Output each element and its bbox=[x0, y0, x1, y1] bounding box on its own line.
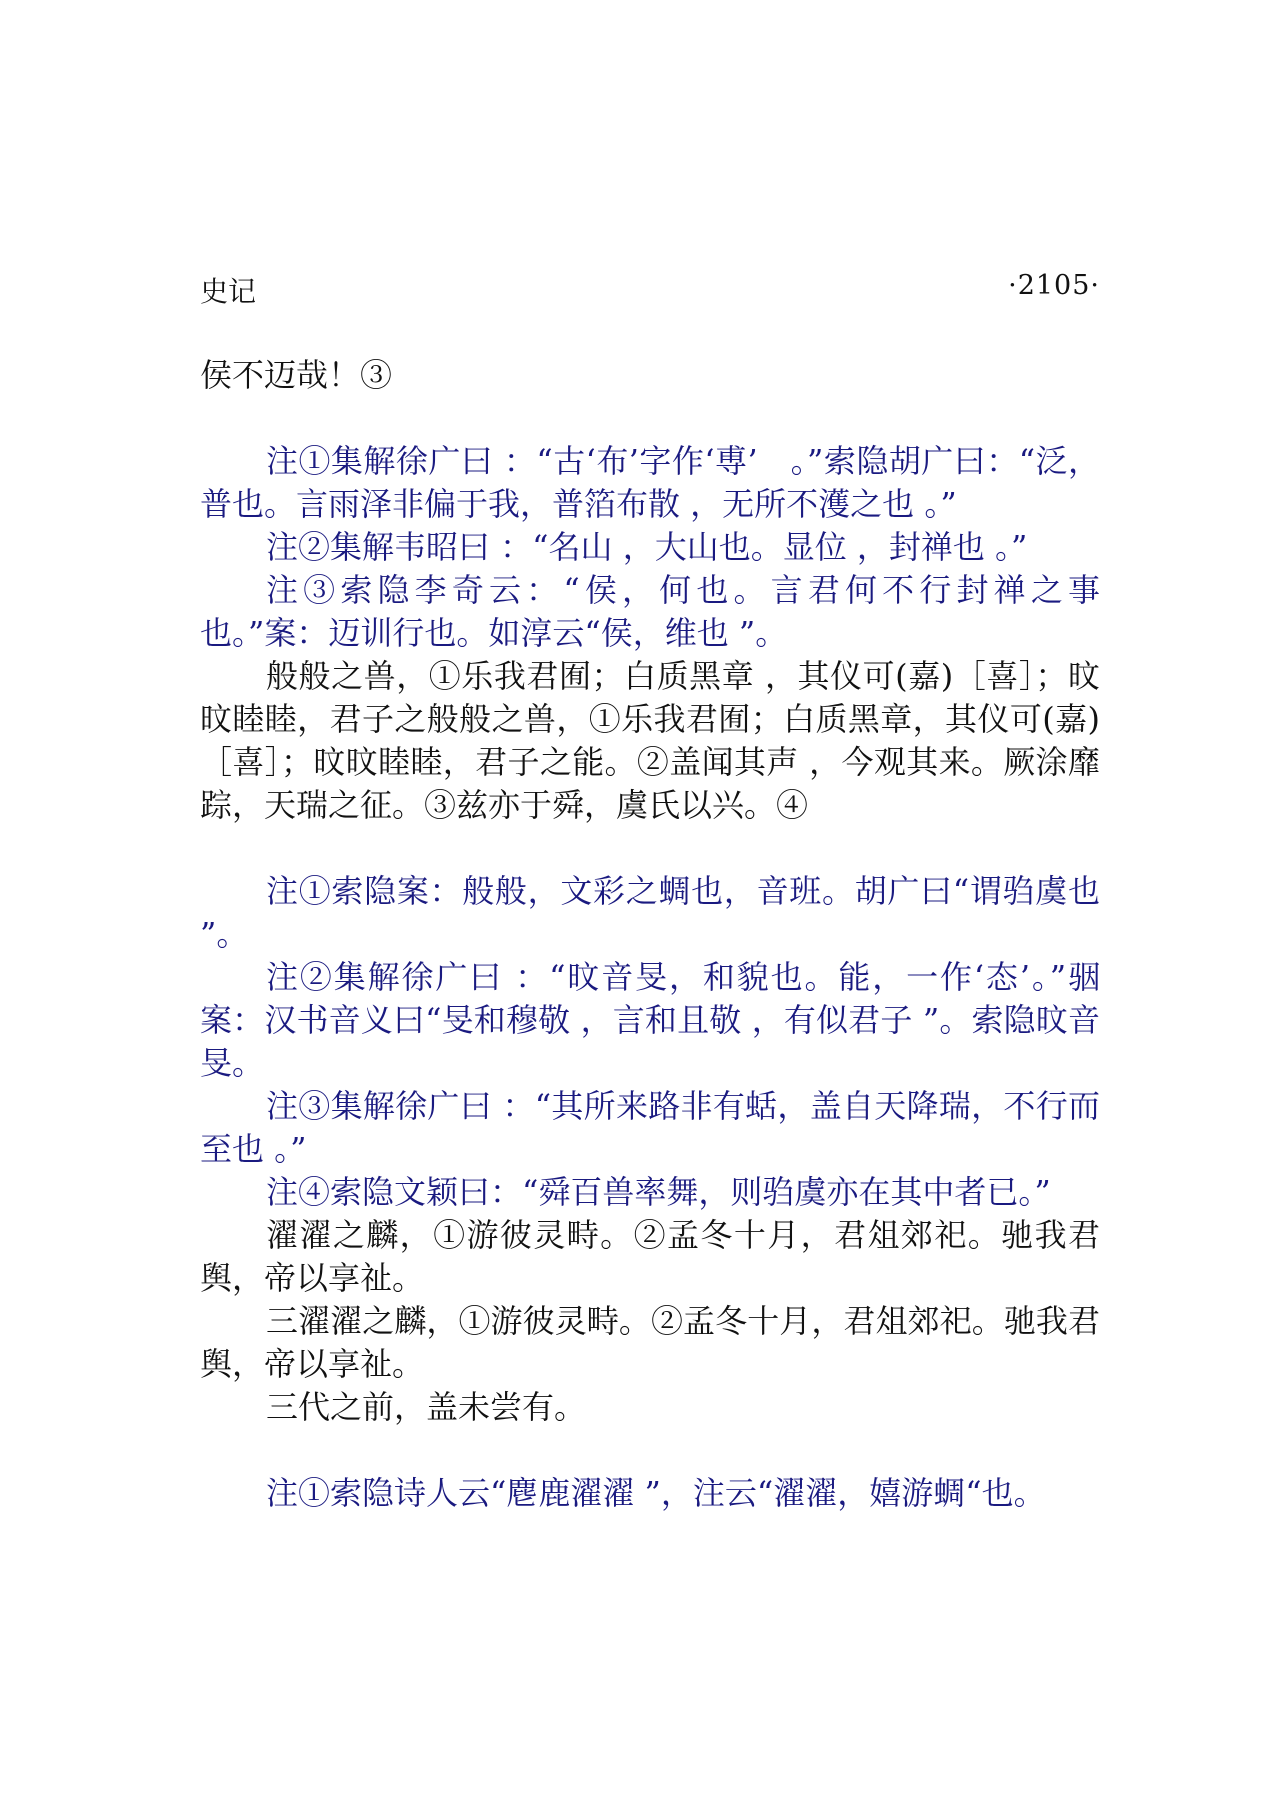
main-text-paragraph: 般般之兽，①乐我君囿；白质黑章 ，其仪可(嘉)［喜］；旼旼睦睦，君子之般般之兽，①乐我君囿；白质黑章，其仪可(嘉)［喜］；旼旼睦睦，君子之能。②盖闻其声 ，今观其来。厥涂靡踪，天瑞之征。③兹亦于舜，虞氏以兴。④ bbox=[200, 657, 1100, 824]
annotation-paragraph: 注①索隐案：般般，文彩之蜩也，音班。胡广曰“谓驺虞也 ”。 bbox=[200, 872, 1100, 953]
main-text-paragraph: 三濯濯之麟，①游彼灵畤。②孟冬十月，君俎郊祀。驰我君舆，帝以享祉。 bbox=[200, 1302, 1100, 1383]
book-title: 史记 bbox=[200, 275, 257, 308]
main-text-paragraph: 濯濯之麟，①游彼灵畤。②孟冬十月，君俎郊祀。驰我君舆，帝以享祉。 bbox=[200, 1216, 1100, 1297]
annotation-paragraph: 注①索隐诗人云“麀鹿濯濯 ”，注云“濯濯，嬉游蜩“也。 bbox=[266, 1474, 1046, 1512]
main-text-paragraph: 三代之前，盖未尝有。 bbox=[266, 1388, 587, 1426]
main-text-paragraph: 侯不迈哉！③ bbox=[200, 356, 393, 394]
paragraph-gap bbox=[200, 827, 1100, 870]
annotation-paragraph: 注③集解徐广曰 ：“其所来路非有蛞，盖自天降瑞，不行而至也 。” bbox=[200, 1087, 1100, 1168]
body-text bbox=[200, 354, 1100, 1515]
annotation-paragraph: 注④索隐文颖曰：“舜百兽率舞，则驺虞亦在其中者已。” bbox=[266, 1173, 1051, 1211]
annotation-paragraph: 注②集解韦昭曰 ：“名山 ，大山也。显位 ，封禅也 。” bbox=[266, 528, 1028, 566]
annotation-paragraph: 注③索隐李奇云：“侯，何也。言君何不行封禅之事也。”案：迈训行也。如淳云“侯，维也 ”。 bbox=[200, 571, 1100, 652]
page-number: ·2105· bbox=[1008, 270, 1100, 301]
annotation-paragraph: 注②集解徐广曰 ：“旼音旻，和貌也。能，一作‘态’。”骃案：汉书音义曰“旻和穆敬 ，言和且敬 ，有似君子 ”。索隐旼音旻。 bbox=[200, 958, 1100, 1082]
paragraph-gap bbox=[200, 1429, 1100, 1472]
annotation-paragraph: 注①集解徐广曰 ：“古‘布’字作‘尃’ 。”索隐胡广曰：“泛，普也。言雨泽非偏于我，普箔布散 ，无所不濩之也 。” bbox=[200, 442, 1100, 523]
paragraph-gap bbox=[200, 397, 1100, 440]
page-header bbox=[200, 270, 1100, 310]
